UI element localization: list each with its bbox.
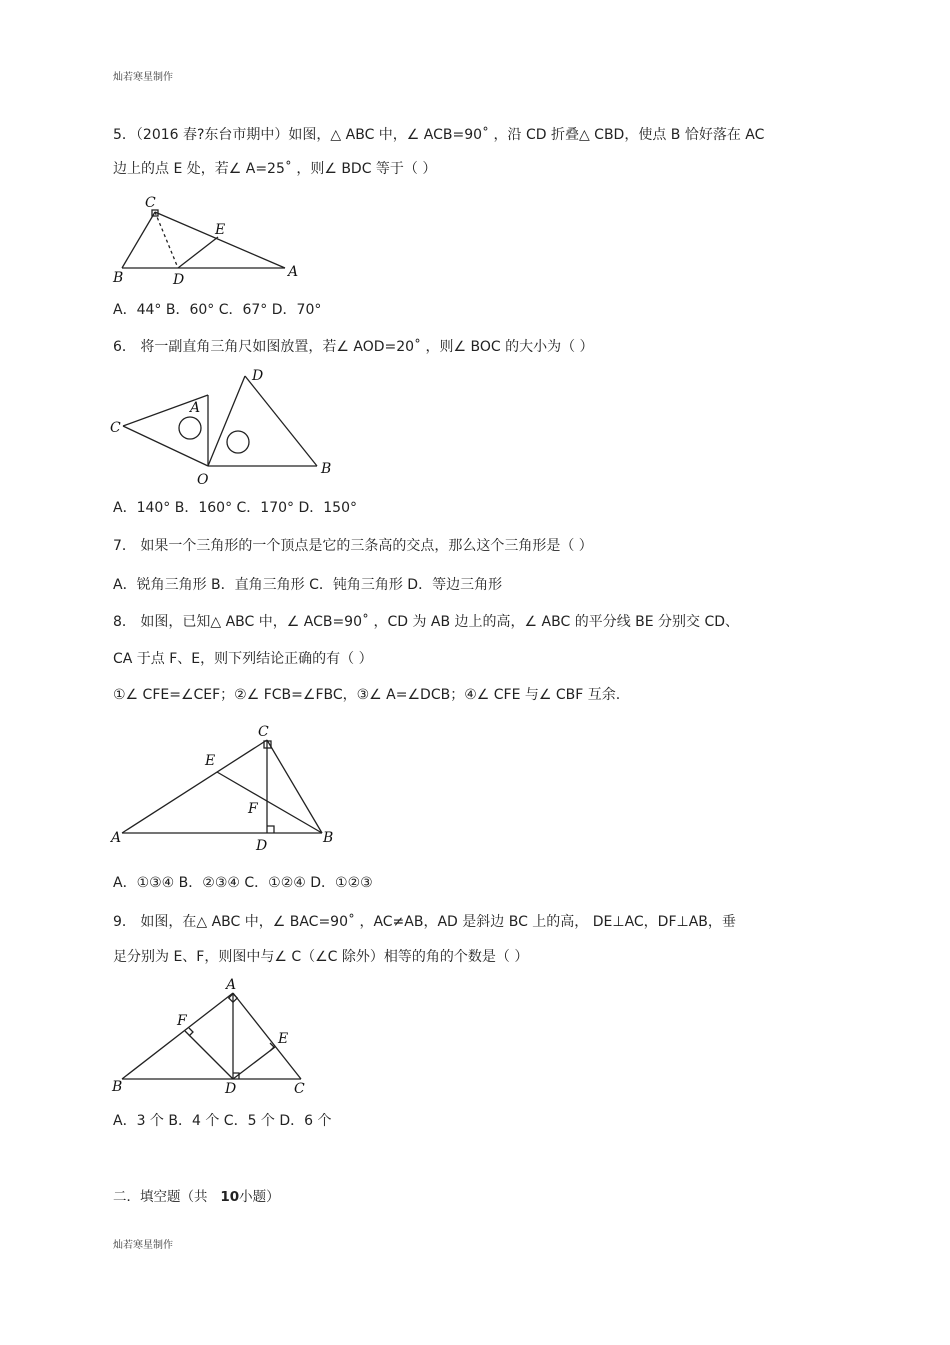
q9-label-a: A xyxy=(226,977,237,993)
q6-seg-co xyxy=(123,426,208,466)
q5-seg-ca xyxy=(155,212,285,268)
page-footer: 灿若寒星制作 xyxy=(113,1240,173,1251)
q5-label-e: E xyxy=(215,222,226,238)
q6-line1: 6． 将一副直角三角尺如图放置，若∠ AOD=20˚ ，则∠ BOC 的大小为（ ） xyxy=(113,339,594,355)
q9-right-angle-mark-f xyxy=(189,1028,193,1036)
q5-options: A．44° B．60° C．67° D．70° xyxy=(113,302,322,318)
q5-label-d: D xyxy=(173,272,185,288)
q6-label-a: A xyxy=(190,400,201,416)
q6-seg-db xyxy=(245,376,317,466)
q9-label-b: B xyxy=(112,1079,123,1095)
q5-label-a: A xyxy=(288,264,299,280)
q9-label-f: F xyxy=(177,1013,187,1029)
q8-line3: ①∠ CFE=∠CEF；②∠ FCB=∠FBC，③∠ A=∠DCB；④∠ CFE 与∠ CBF 互余. xyxy=(113,687,621,703)
q8-label-e: E xyxy=(205,753,216,769)
q9-label-c: C xyxy=(294,1081,305,1097)
q6-label-c: C xyxy=(110,420,121,436)
q5-line1: 5．（2016 春?东台市期中）如图，△ ABC 中，∠ ACB=90˚ ，沿 CD 折叠△ CBD，使点 B 恰好落在 AC xyxy=(113,127,765,143)
q6-label-b: B xyxy=(321,461,332,477)
q9-line1: 9． 如图，在△ ABC 中，∠ BAC=90˚ ，AC≠AB，AD 是斜边 BC 上的高， DE⊥AC，DF⊥AB，垂 xyxy=(113,914,736,930)
q7-line1: 7． 如果一个三角形的一个顶点是它的三条高的交点，那么这个三角形是（ ） xyxy=(113,538,593,554)
q9-label-d: D xyxy=(225,1081,237,1097)
q6-figure xyxy=(105,362,345,487)
q8-right-angle-mark-d xyxy=(267,826,274,833)
q9-line2: 足分别为 E、F，则图中与∠ C（∠C 除外）相等的角的个数是（ ） xyxy=(113,949,529,965)
q9-seg-df xyxy=(185,1031,233,1079)
q5-seg-de xyxy=(178,237,218,268)
q5-label-b: B xyxy=(113,270,124,286)
q8-label-c: C xyxy=(258,724,269,740)
q8-options: A．①③④ B．②③④ C．①②④ D．①②③ xyxy=(113,875,373,891)
q5-figure xyxy=(105,190,335,290)
q9-options: A．3 个 B．4 个 C．5 个 D．6 个 xyxy=(113,1113,332,1129)
q8-seg-cb xyxy=(267,740,322,833)
q9-seg-ac xyxy=(233,993,301,1079)
q6-hole-right xyxy=(227,431,249,453)
q9-figure xyxy=(105,975,325,1100)
q5-line2: 边上的点 E 处，若∠ A=25˚ ，则∠ BDC 等于（ ） xyxy=(113,161,437,177)
section-fill-in-blank-title: 二．填空题（共 10小题） xyxy=(113,1189,280,1205)
q6-hole-left xyxy=(179,417,201,439)
q8-line1: 8． 如图，已知△ ABC 中，∠ ACB=90˚ ，CD 为 AB 边上的高，∠ ABC 的平分线 BE 分别交 CD、 xyxy=(113,614,740,630)
q6-label-d: D xyxy=(252,368,264,384)
q7-options: A．锐角三角形 B．直角三角形 C．钝角三角形 D．等边三角形 xyxy=(113,577,503,593)
q9-seg-ab xyxy=(122,993,233,1079)
q8-label-b: B xyxy=(323,830,334,846)
q8-line2: CA 于点 F、E，则下列结论正确的有（ ） xyxy=(113,651,373,667)
q6-options: A．140° B．160° C．170° D．150° xyxy=(113,500,357,516)
q8-label-d: D xyxy=(256,838,268,854)
q8-seg-ac xyxy=(122,740,267,833)
q8-seg-be xyxy=(217,772,322,833)
page-header: 灿若寒星制作 xyxy=(113,72,173,83)
q5-label-c: C xyxy=(145,195,156,211)
q8-figure xyxy=(105,718,345,858)
q8-label-a: A xyxy=(111,830,122,846)
q6-label-o: O xyxy=(197,472,209,488)
q9-label-e: E xyxy=(278,1031,289,1047)
q8-label-f: F xyxy=(248,801,258,817)
q5-seg-bc xyxy=(122,212,155,268)
